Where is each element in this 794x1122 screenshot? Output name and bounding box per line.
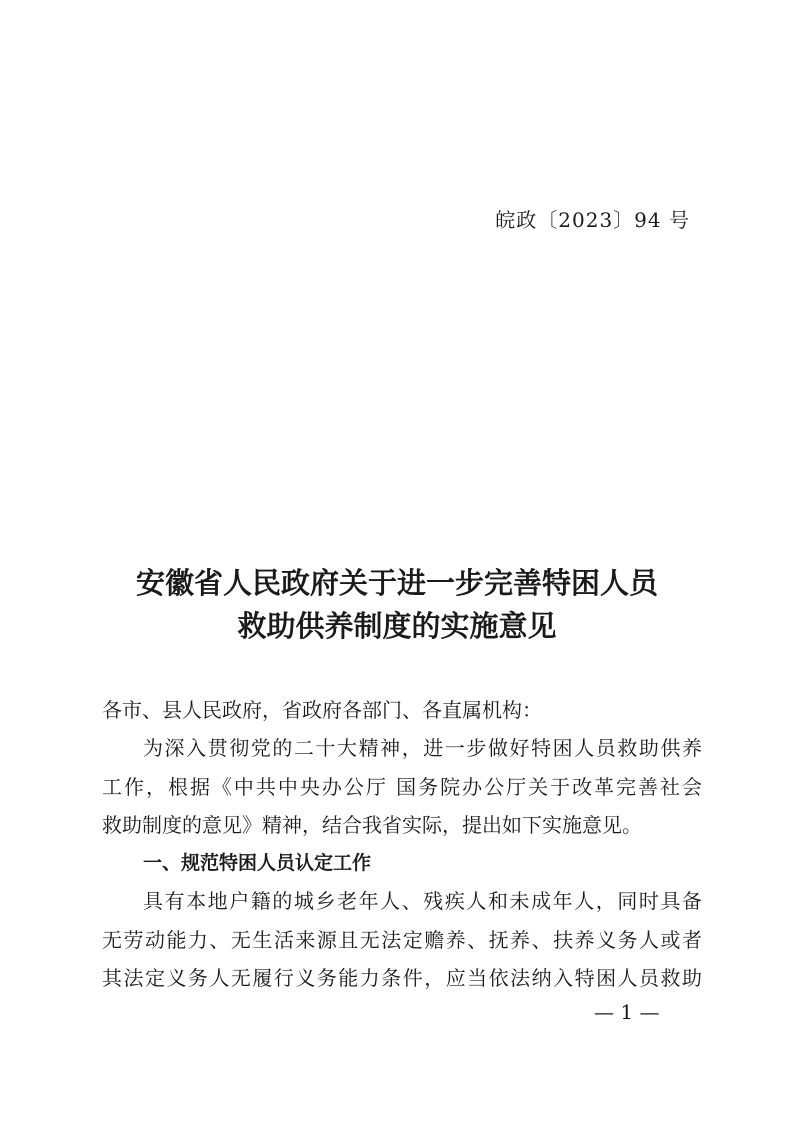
intro-line-3: 救助制度的意见》精神，结合我省实际，提出如下实施意见。 [102,812,642,837]
section-heading: 一、规范特困人员认定工作 [143,852,372,875]
title-line-1: 安徽省人民政府关于进一步完善特困人员 [135,566,658,600]
title-line-2: 救助供养制度的实施意见 [237,609,557,643]
intro-line-2: 工作，根据《中共中央办公厅 国务院办公厅关于改革完善社会 [102,774,702,799]
page-number: — 1 — [594,1000,660,1024]
section-line-3: 其法定义务人无履行义务能力条件，应当依法纳入特困人员救助 [102,966,702,991]
document-title [0,562,794,648]
document-number: 皖政〔2023〕94 号 [495,208,690,232]
section-line-1: 具有本地户籍的城乡老年人、残疾人和未成年人，同时具备 [143,889,702,914]
intro-line-1: 为深入贯彻党的二十大精神，进一步做好特困人员救助供养 [143,736,702,761]
document-body [102,691,702,997]
recipients-line: 各市、县人民政府，省政府各部门、各直属机构： [102,698,542,722]
section-line-2: 无劳动能力、无生活来源且无法定赡养、抚养、扶养义务人或者 [102,927,702,952]
